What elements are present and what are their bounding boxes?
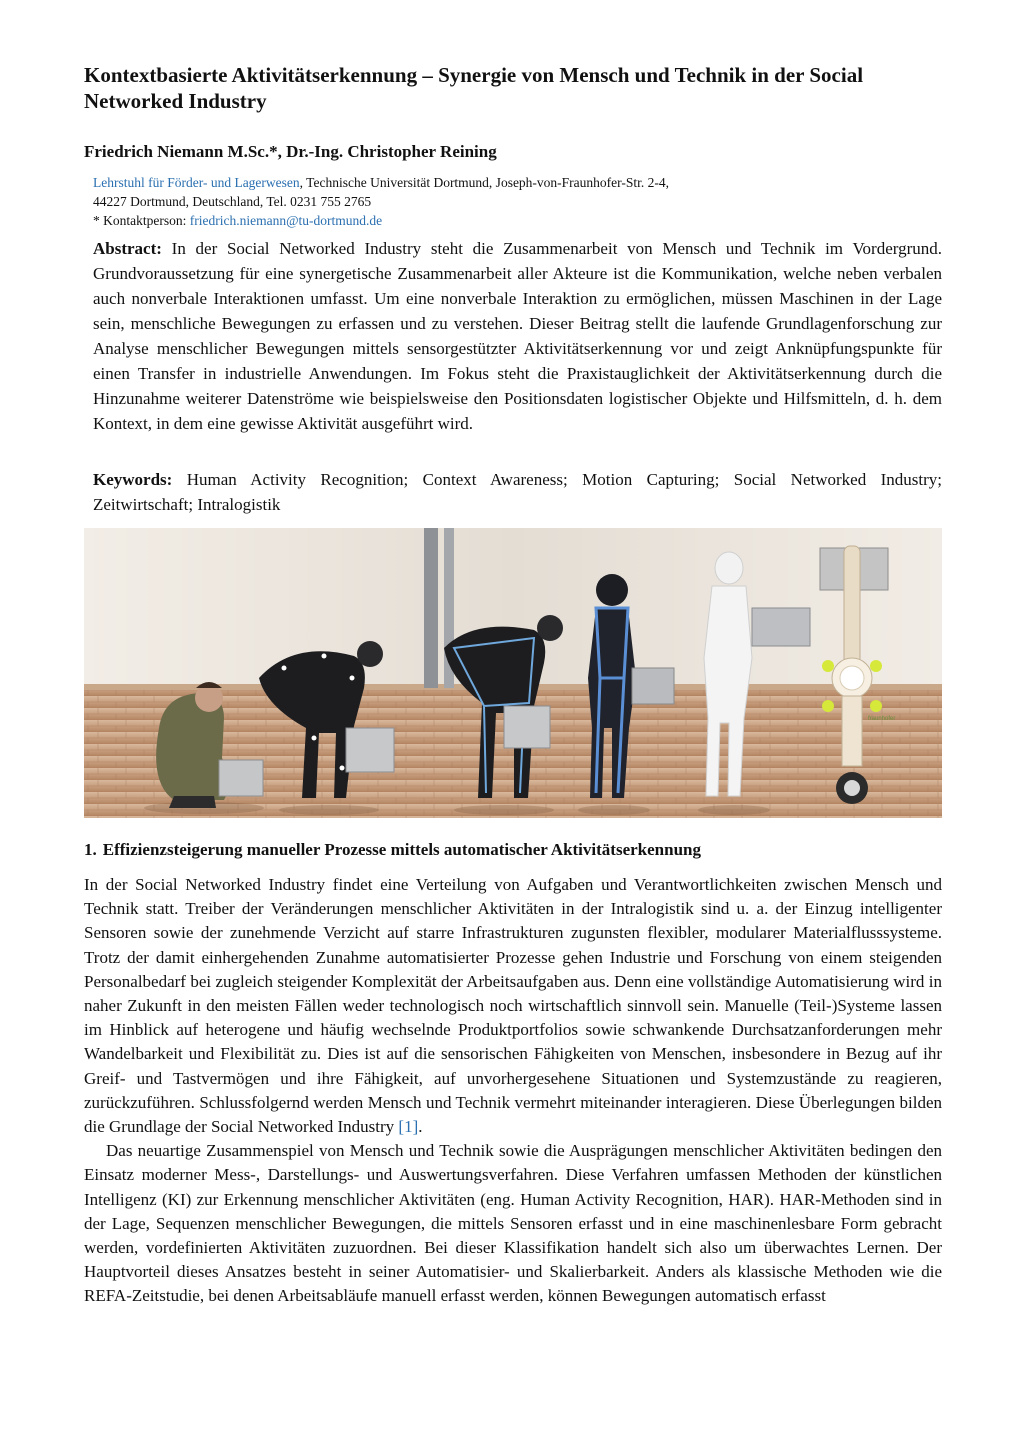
paragraph-1-end: . [418,1117,423,1137]
pillar-left [424,528,438,688]
keywords-label: Keywords: [93,470,173,489]
paper-title: Kontextbasierte Aktivitätserkennung – Synergie von Mensch und Technik in der Social Networked Industry [84,63,864,113]
contact-label: * Kontaktperson: [93,213,190,228]
section-1-title: Effizienzsteigerung manueller Prozesse mittels automatischer Aktivitätserkennung [102,840,701,859]
figure-illustration [84,528,942,818]
abstract-label: Abstract: [93,239,162,258]
address-line-1: , Technische Universität Dortmund, Joseph-von-Fraunhofer-Str. 2-4, [299,175,670,190]
paragraph-1-text: In der Social Networked Industry findet eine Verteilung von Aufgaben und Verantwortlichkeiten zwischen Mensch und Technik statt. Treiber der Veränderungen menschlicher Aktivitäten in der Intralogistik sind u. a. der Einzug intelligenter Sensoren sowie der zunehmende Verzicht auf starre Infrastrukturen zugunsten flexibler, modularer Materialflusssysteme. Trotz der damit einhergehenden Zunahme automatisierter Prozesse gehen Industrie und Forschung von einem steigenden Personalbedarf bei zugleich steigender Komplexität der Arbeitsaufgaben aus. Denn eine vollständige Automatisierung wird in naher Zukunft in den meisten Fällen weder technologisch noch wirtschaftlich sinnvoll sein. Manuelle (Teil-)Systeme lassen im Hinblick auf heterogene und häufig wechselnde Produktportfolios sowie schwankende Durchsatzanforderungen mehr Wandelbarkeit und Flexibilität zu. Dies ist auf die sensorischen Fähigkeiten von Menschen, insbesondere in Bezug auf ihr Greif- und Tastvermögen und ihre Fähigkeit, auf unvorhergesehene Situationen und Systemzustände zu reagieren, zurückzuführen. Schlussfolgernd werden Mensch und Technik vermehrt miteinander interagieren. Diese Überlegungen bilden die Grundlage der Social Networked Industry [84,875,942,1137]
keywords-text: Human Activity Recognition; Context Awareness; Motion Capturing; Social Networked Industry; Zeitwirtschaft; Intralogistik [93,470,942,514]
address-line-2: 44227 Dortmund, Deutschland, Tel. 0231 755 2765 [93,194,372,209]
teaser-figure [84,528,942,818]
contact-line [93,211,953,230]
section-1-body [84,873,942,1309]
section-1-number: 1. [84,840,97,859]
citation-link-1[interactable]: [1] [398,1117,419,1137]
keywords [93,467,942,517]
institute-link[interactable]: Lehrstuhl für Förder- und Lagerwesen [93,175,300,190]
affiliation-block [93,173,953,230]
authors-line: Friedrich Niemann M.Sc.*, Dr.-Ing. Christopher Reining [84,142,497,161]
abstract [93,236,942,436]
contact-email-link[interactable]: friedrich.niemann@tu-dortmund.de [189,213,383,228]
paragraph-1 [84,873,942,1139]
abstract-text: In der Social Networked Industry steht die Zusammenarbeit von Mensch und Technik im Vordergrund. Grundvoraussetzung für eine synergetische Zusammenarbeit aller Akteure ist die Kommunikation, welche neben verbalen auch nonverbale Interaktionen umfasst. Um eine nonverbale Interaktion zu ermöglichen, müssen Maschinen in der Lage sein, menschliche Bewegungen zu erfassen und zu verstehen. Dieser Beitrag stellt die laufende Grundlagenforschung zur Analyse menschlicher Bewegungen mittels sensorgestützter Aktivitätserkennung vor und zeigt Anknüpfungspunkte für einen Transfer in industrielle Anwendungen. Im Fokus steht die Praxistauglichkeit der Aktivitätserkennung durch die Hinzunahme weiterer Datenströme wie beispielsweise den Positionsdaten logistischer Objekte und Hilfsmitteln, d. h. dem Kontext, in dem eine gewisse Aktivität ausgeführt wird. [93,239,942,433]
paragraph-2: Das neuartige Zusammenspiel von Mensch und Technik sowie die Ausprägungen menschlicher Aktivitäten bedingen den Einsatz moderner Mess-, Darstellungs- und Auswertungsverfahren. Diese Verfahren umfassen Methoden der künstlichen Intelligenz (KI) zur Erkennung menschlicher Aktivitäten (eng. Human Activity Recognition, HAR). HAR-Methoden sind in der Lage, Sequenzen menschlicher Bewegungen, die mittels Sensoren erfasst und in eine maschinenlesbare Form gebracht werden, vordefinierten Aktivitäten zuzuordnen. Bei dieser Klassifikation handelt sich also um überwachtes Lernen. Der Hauptvorteil dieses Ansatzes besteht in seiner Automatisier- und Skalierbarkeit. Anders als klassische Methoden wie die REFA-Zeitstudie, bei denen Arbeitsabläufe manuell erfasst werden, können Bewegungen automatisch erfasst [84,1141,942,1306]
section-1-heading [84,840,944,860]
affiliation-line-1 [93,173,953,192]
robot-brand-label: fraunhofer [868,716,896,722]
